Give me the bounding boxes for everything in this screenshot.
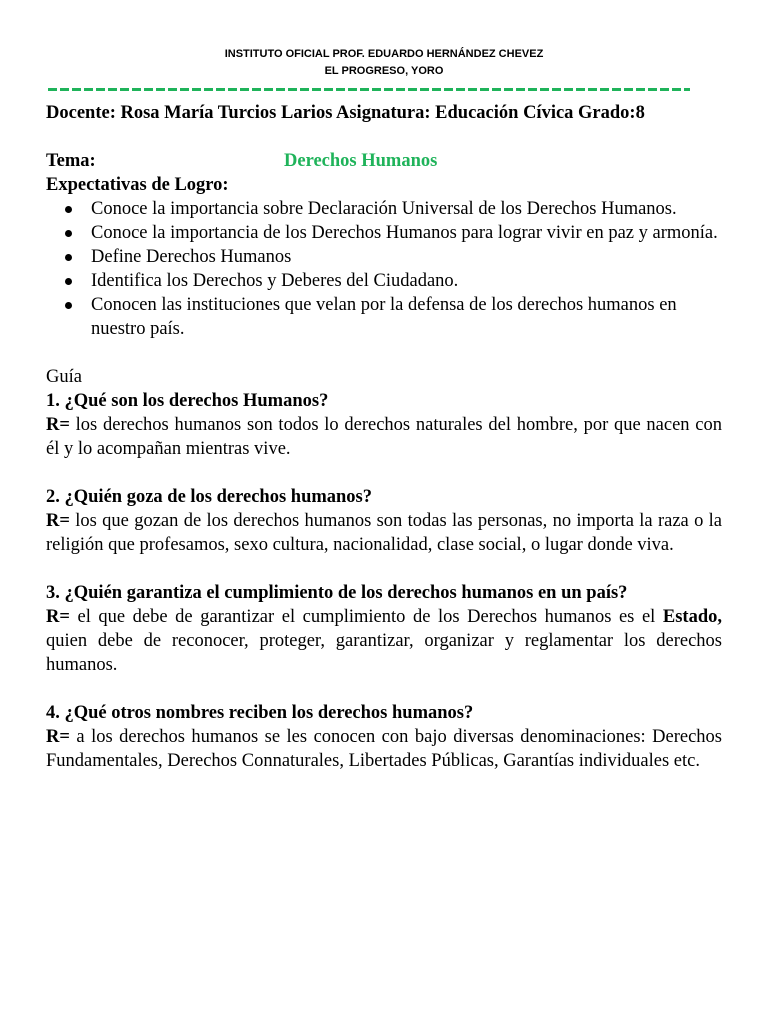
topic-value: Derechos Humanos: [284, 151, 438, 171]
answer-text: los que gozan de los derechos humanos son todas las personas, no importa la raza o la religión que profesamos, sexo cultura, nacionalidad, clase social, o lugar donde viva.: [46, 511, 722, 555]
answer-4: [46, 725, 722, 773]
answer-prefix: R=: [46, 511, 70, 531]
question-2: 2. ¿Quién goza de los derechos humanos?: [46, 487, 373, 507]
document-header: [46, 0, 722, 80]
question-block-1: [46, 389, 722, 461]
answer-text: a los derechos humanos se les conocen con bajo diversas denominaciones: Derechos Fundamentales, Derechos Connaturales, Libertades Públicas, Garantías individuales etc.: [46, 727, 722, 771]
question-block-3: [46, 581, 722, 677]
answer-prefix: R=: [46, 607, 70, 627]
list-item: Define Derechos Humanos: [91, 245, 722, 269]
topic-label: Tema:: [46, 151, 96, 171]
header-divider: [48, 82, 690, 96]
list-item: Conoce la importancia sobre Declaración Universal de los Derechos Humanos.: [91, 197, 722, 221]
answer-emphasis: Estado,: [662, 607, 723, 627]
question-block-2: [46, 485, 722, 557]
question-1: 1. ¿Qué son los derechos Humanos?: [46, 391, 329, 411]
answer-text: los derechos humanos son todos lo derechos naturales del hombre, por que nacen con él y lo acompañan mientras vive.: [46, 415, 723, 459]
topic-row: [46, 149, 722, 173]
question-3: 3. ¿Quién garantiza el cumplimiento de los derechos humanos en un país?: [46, 583, 628, 603]
list-item: Conocen las instituciones que velan por la defensa de los derechos humanos en nuestro país.: [91, 293, 722, 341]
question-4: 4. ¿Qué otros nombres reciben los derechos humanos?: [46, 703, 474, 723]
institution-location: EL PROGRESO, YORO: [324, 65, 444, 77]
list-item: Conoce la importancia de los Derechos Humanos para lograr vivir en paz y armonía.: [91, 221, 722, 245]
guide-title: Guía: [46, 367, 82, 387]
answer-2: [46, 509, 722, 557]
answer-3: [46, 605, 722, 677]
question-block-4: [46, 701, 722, 773]
answer-text: quien debe de reconocer, proteger, garantizar, organizar y reglamentar los derechos humanos.: [46, 631, 722, 675]
institution-name: INSTITUTO OFICIAL PROF. EDUARDO HERNÁNDEZ CHEVEZ: [224, 48, 544, 60]
answer-text: el que debe de garantizar el cumplimiento de los Derechos humanos es el: [77, 607, 656, 627]
course-info: Docente: Rosa María Turcios Larios Asignatura: Educación Cívica Grado:8: [46, 103, 645, 123]
list-item: Identifica los Derechos y Deberes del Ciudadano.: [91, 269, 722, 293]
answer-1: [46, 413, 722, 461]
expectations-list: [46, 197, 722, 341]
expectations-title: Expectativas de Logro:: [46, 175, 229, 195]
answer-prefix: R=: [46, 727, 70, 747]
answer-prefix: R=: [46, 415, 70, 435]
